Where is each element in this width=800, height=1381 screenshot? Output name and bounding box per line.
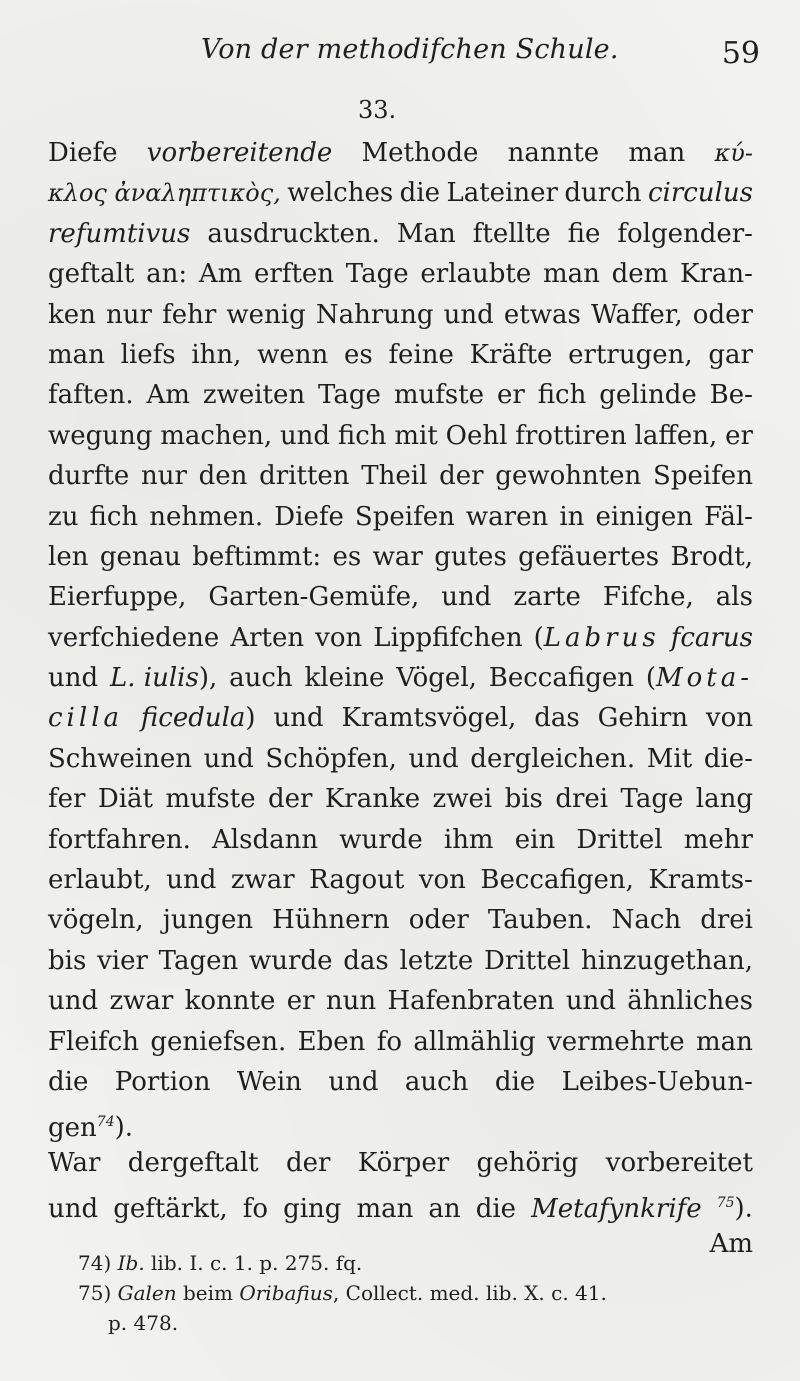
- word: ertrugen,: [568, 339, 693, 370]
- word: (Labrus: [533, 622, 660, 653]
- word: Hühnern: [272, 905, 390, 936]
- text-line: [48, 254, 753, 294]
- word: $^{75}$).: [716, 1193, 753, 1224]
- text-line: [48, 900, 753, 940]
- word: Schöpfen,: [265, 743, 397, 774]
- footnote-italic: Oribafius: [239, 1281, 333, 1305]
- word: ausdruckten.: [207, 218, 380, 249]
- italic-text: vorbereitende: [146, 138, 333, 168]
- word: es: [332, 541, 362, 572]
- word: die: [399, 178, 441, 209]
- word: etwas: [503, 299, 581, 330]
- word: Arten: [230, 622, 305, 653]
- word: Diefe: [48, 138, 118, 168]
- word: [648, 173, 753, 213]
- text-line: [48, 1022, 753, 1062]
- text-line: [48, 941, 753, 981]
- text-line: [48, 537, 753, 577]
- word: an:: [146, 259, 188, 290]
- word: Lateiner: [446, 178, 558, 209]
- word: Am: [709, 1228, 753, 1259]
- word: die-: [703, 743, 753, 774]
- word: Waffer,: [590, 299, 683, 330]
- word: ein: [514, 824, 556, 855]
- word: ftellte: [472, 218, 551, 249]
- word: wegung: [48, 420, 153, 451]
- word: Brodt,: [670, 541, 753, 572]
- word: Wein: [236, 1066, 302, 1097]
- word: beftimmt:: [192, 541, 322, 572]
- word: oder: [692, 299, 753, 330]
- text-line: [48, 214, 753, 254]
- section-number: 33.: [358, 96, 397, 124]
- italic-text: fcarus: [670, 622, 753, 653]
- text-line: [48, 860, 753, 900]
- footnote-text: p. 478.: [108, 1311, 179, 1335]
- word: Beccafigen: [488, 663, 634, 694]
- word: gelinde: [599, 380, 697, 411]
- word: vögeln,: [48, 905, 144, 936]
- word: [48, 214, 190, 254]
- word: Körper: [357, 1147, 450, 1178]
- word: ken: [48, 299, 96, 330]
- word: Am: [146, 380, 190, 411]
- word: dergleichen.: [470, 743, 636, 774]
- word: durfte: [48, 461, 130, 492]
- word: Alsdann: [212, 824, 319, 855]
- word: drei: [700, 905, 753, 936]
- word: man: [542, 259, 600, 290]
- word: Tagen: [158, 945, 239, 976]
- text-line: [48, 1183, 753, 1223]
- word: $^{74}$).: [96, 1113, 134, 1144]
- word: fie: [567, 218, 601, 249]
- word: Gehirn: [597, 703, 688, 734]
- word: nehmen.: [149, 501, 264, 532]
- word: geftärkt,: [113, 1193, 228, 1224]
- word: und: [166, 865, 217, 896]
- word: vermehrte: [547, 1026, 685, 1057]
- word: zwar: [109, 986, 174, 1017]
- word: Fleifch: [48, 1026, 139, 1057]
- word: [715, 133, 753, 173]
- word: gutes: [434, 541, 507, 572]
- word: und: [48, 986, 99, 1017]
- word: drei: [555, 784, 609, 815]
- word: ging: [283, 1193, 342, 1224]
- text-line: [48, 618, 753, 658]
- word: von: [315, 622, 363, 653]
- word: einigen: [595, 501, 694, 532]
- word: vorbereitet: [605, 1147, 753, 1178]
- word: geftalt: [48, 259, 135, 290]
- text-line: [48, 497, 753, 537]
- word: fortfahren.: [48, 824, 191, 855]
- word: feine: [388, 339, 454, 370]
- word: Lippfifchen: [373, 622, 523, 653]
- word: bis: [504, 784, 543, 815]
- text-line: [48, 779, 753, 819]
- word: [48, 698, 123, 738]
- italic-text: ficedula: [140, 703, 246, 734]
- footnote-number: 75): [78, 1281, 118, 1305]
- word: zu: [48, 501, 79, 532]
- word: Fäl-: [704, 501, 753, 532]
- word: Kranke: [324, 784, 421, 815]
- word: fo: [376, 1026, 403, 1057]
- greek-text: κλος ἀναληπτικὸς,: [48, 179, 281, 208]
- footnote-line: [78, 1248, 758, 1278]
- word: dergeftalt: [127, 1147, 259, 1178]
- word: war: [372, 541, 423, 572]
- word: geniefsen.: [150, 1026, 287, 1057]
- word: Diefe: [274, 501, 344, 532]
- word: durch: [564, 178, 642, 209]
- word: der: [286, 1147, 331, 1178]
- word: Be-: [709, 380, 753, 411]
- word: fich: [89, 501, 139, 532]
- word: von: [705, 703, 753, 734]
- word: kleine: [304, 663, 385, 694]
- word: gehörig: [476, 1147, 579, 1178]
- word: wurde: [249, 945, 333, 976]
- word: man: [628, 138, 686, 168]
- word: fehr: [162, 299, 217, 330]
- greek-text: κύ-: [714, 139, 753, 167]
- italic-text: refumtivus: [48, 218, 191, 249]
- text-line: [48, 658, 753, 698]
- word: dem: [611, 259, 669, 290]
- text-line: [48, 698, 753, 738]
- word: fich: [537, 380, 587, 411]
- word: War: [48, 1147, 101, 1178]
- word: gar: [708, 339, 753, 370]
- word: und: [408, 743, 459, 774]
- word: der: [439, 461, 484, 492]
- word: (Mota-: [645, 663, 753, 694]
- word: Eierfuppe,: [48, 582, 187, 613]
- word: und: [441, 582, 492, 613]
- running-title: Von der methodifchen Schule.: [201, 34, 619, 65]
- spaced-latin-text: Labrus: [543, 622, 660, 653]
- word: Eben: [297, 1026, 366, 1057]
- word: frottiren: [515, 420, 627, 451]
- word: mehr: [683, 824, 753, 855]
- word: oder: [408, 905, 469, 936]
- footnote-ref: 74: [96, 1114, 115, 1131]
- italic-text: L. iulis: [109, 663, 199, 694]
- word: die: [494, 1066, 536, 1097]
- text-line: [48, 1143, 753, 1183]
- word: nur: [106, 299, 152, 330]
- word: [671, 618, 753, 658]
- word: und: [273, 703, 324, 734]
- text-line: [48, 335, 753, 375]
- word: das: [534, 703, 580, 734]
- word: fer: [48, 784, 86, 815]
- word: gen: [48, 1113, 97, 1144]
- word: zweiten: [202, 380, 306, 411]
- word: Man: [396, 218, 456, 249]
- text-line: [48, 173, 753, 213]
- word: er: [725, 420, 753, 451]
- word: Kramts-: [648, 865, 753, 896]
- word: verfchiedene: [48, 622, 220, 653]
- word: L. iulis),: [109, 663, 218, 694]
- body-text: [48, 133, 753, 1264]
- word: nur: [141, 461, 187, 492]
- word: auch: [229, 663, 293, 694]
- text-line: [48, 416, 753, 456]
- word: faften.: [48, 380, 134, 411]
- spaced-latin-text: Mota-: [655, 663, 753, 694]
- word: nannte: [507, 138, 600, 168]
- word: ähnliches: [627, 986, 753, 1017]
- footnote-ref: 75: [716, 1195, 735, 1212]
- word: letzte: [399, 945, 474, 976]
- word: allmählig: [413, 1026, 536, 1057]
- word: die: [475, 1193, 517, 1224]
- word: gefäuertes: [518, 541, 660, 572]
- word: Diät: [97, 784, 153, 815]
- word: Tage: [620, 784, 684, 815]
- text-line: [48, 981, 753, 1021]
- word: Ragout: [309, 865, 405, 896]
- word: wenig: [226, 299, 306, 330]
- word: in: [559, 501, 585, 532]
- italic-text: Metafynkrife: [531, 1193, 702, 1224]
- word: und: [48, 663, 99, 694]
- footnote-text: lib. I. c. 1. p. 275. fq.: [144, 1251, 363, 1275]
- word: er: [286, 986, 315, 1017]
- word: Tage: [345, 259, 409, 290]
- word: Nahrung: [315, 299, 434, 330]
- word: er: [496, 380, 525, 411]
- footnote-line: [78, 1308, 758, 1338]
- word: vier: [97, 945, 148, 976]
- word: wurde: [339, 824, 423, 855]
- footnotes: [78, 1248, 758, 1338]
- italic-text: circulus: [647, 178, 753, 209]
- word: es: [343, 339, 373, 370]
- word: [531, 1189, 702, 1229]
- spaced-latin-text: cilla: [48, 703, 124, 734]
- word: Schweinen: [48, 743, 192, 774]
- word: Nach: [611, 905, 682, 936]
- word: und: [48, 1193, 99, 1224]
- word: dritten: [259, 461, 350, 492]
- text-line: [48, 739, 753, 779]
- word: [147, 133, 333, 173]
- word: gewohnten: [495, 461, 642, 492]
- word: folgender-: [617, 218, 753, 249]
- word: fo: [242, 1193, 269, 1224]
- word: mit: [394, 420, 438, 451]
- word: Leibes-Uebun-: [561, 1066, 753, 1097]
- text-line: [48, 375, 753, 415]
- word: und: [203, 743, 254, 774]
- word: von: [418, 865, 466, 896]
- text-line: [48, 295, 753, 335]
- word: und: [443, 299, 494, 330]
- word: das: [343, 945, 389, 976]
- text-line: [48, 456, 753, 496]
- page-header: [195, 30, 760, 76]
- word: Tauben.: [487, 905, 593, 936]
- word: und: [565, 986, 616, 1017]
- word: erlaubt,: [48, 865, 152, 896]
- word: Kramtsvögel,: [341, 703, 517, 734]
- word: man: [48, 339, 105, 370]
- text-line: [48, 577, 753, 617]
- word: Drittel: [576, 824, 663, 855]
- word: Theil: [361, 461, 428, 492]
- text-line: [48, 820, 753, 860]
- word: Methode: [361, 138, 479, 168]
- word: machen,: [160, 420, 273, 451]
- word: Tage: [318, 380, 381, 411]
- word: ficedula): [140, 703, 256, 734]
- word: len: [48, 541, 89, 572]
- word: Drittel: [484, 945, 571, 976]
- word: man: [356, 1193, 414, 1224]
- word: waren: [465, 501, 549, 532]
- word: und: [328, 1066, 379, 1097]
- word: fich: [337, 420, 387, 451]
- word: zwar: [230, 865, 295, 896]
- word: Hafenbraten: [387, 986, 555, 1017]
- text-line: [48, 1102, 753, 1142]
- word: genau: [99, 541, 181, 572]
- word: Fifche,: [602, 582, 694, 613]
- word: liefs: [120, 339, 176, 370]
- word: jungen: [162, 905, 254, 936]
- word: laffen,: [634, 420, 718, 451]
- word: Kräfte: [469, 339, 553, 370]
- word: lang: [695, 784, 753, 815]
- footnote-text: beim: [176, 1281, 240, 1305]
- word: an: [428, 1193, 461, 1224]
- word: zarte: [513, 582, 581, 613]
- word: [48, 173, 281, 213]
- word: mufste: [393, 380, 485, 411]
- word: ihm: [443, 824, 494, 855]
- footnote-text: , Collect. med. lib. X. c. 41.: [332, 1281, 607, 1305]
- word: die: [48, 1066, 89, 1097]
- footnote-number: 74): [78, 1251, 118, 1275]
- word: Kran-: [680, 259, 753, 290]
- word: ihn,: [191, 339, 242, 370]
- word: Beccafigen,: [480, 865, 634, 896]
- word: Mit: [646, 743, 693, 774]
- word: konnte: [184, 986, 276, 1017]
- word: Vögel,: [396, 663, 477, 694]
- word: Garten-Gemüfe,: [208, 582, 420, 613]
- word: auch: [404, 1066, 469, 1097]
- word: erlaubte: [420, 259, 532, 290]
- word: Portion: [114, 1066, 211, 1097]
- page-number: 59: [721, 36, 760, 71]
- word: mufste: [165, 784, 256, 815]
- footnote-italic: Ib.: [117, 1251, 145, 1275]
- word: der: [268, 784, 313, 815]
- word: Am: [198, 259, 243, 290]
- word: und: [279, 420, 331, 451]
- word: man: [696, 1026, 753, 1057]
- footnote-line: [78, 1278, 758, 1308]
- word: zwei: [432, 784, 493, 815]
- word: hinzugethan,: [580, 945, 753, 976]
- word: Oehl: [445, 420, 508, 451]
- word: den: [198, 461, 248, 492]
- word: als: [715, 582, 753, 613]
- footnote-italic: Galen: [117, 1281, 177, 1305]
- word: welches: [287, 178, 394, 209]
- word: nun: [325, 986, 377, 1017]
- word: wenn: [257, 339, 329, 370]
- word: bis: [48, 945, 87, 976]
- word: Speifen: [354, 501, 455, 532]
- text-line: [48, 133, 753, 173]
- text-line: [48, 1062, 753, 1102]
- word: Speifen: [653, 461, 753, 492]
- word: erften: [254, 259, 335, 290]
